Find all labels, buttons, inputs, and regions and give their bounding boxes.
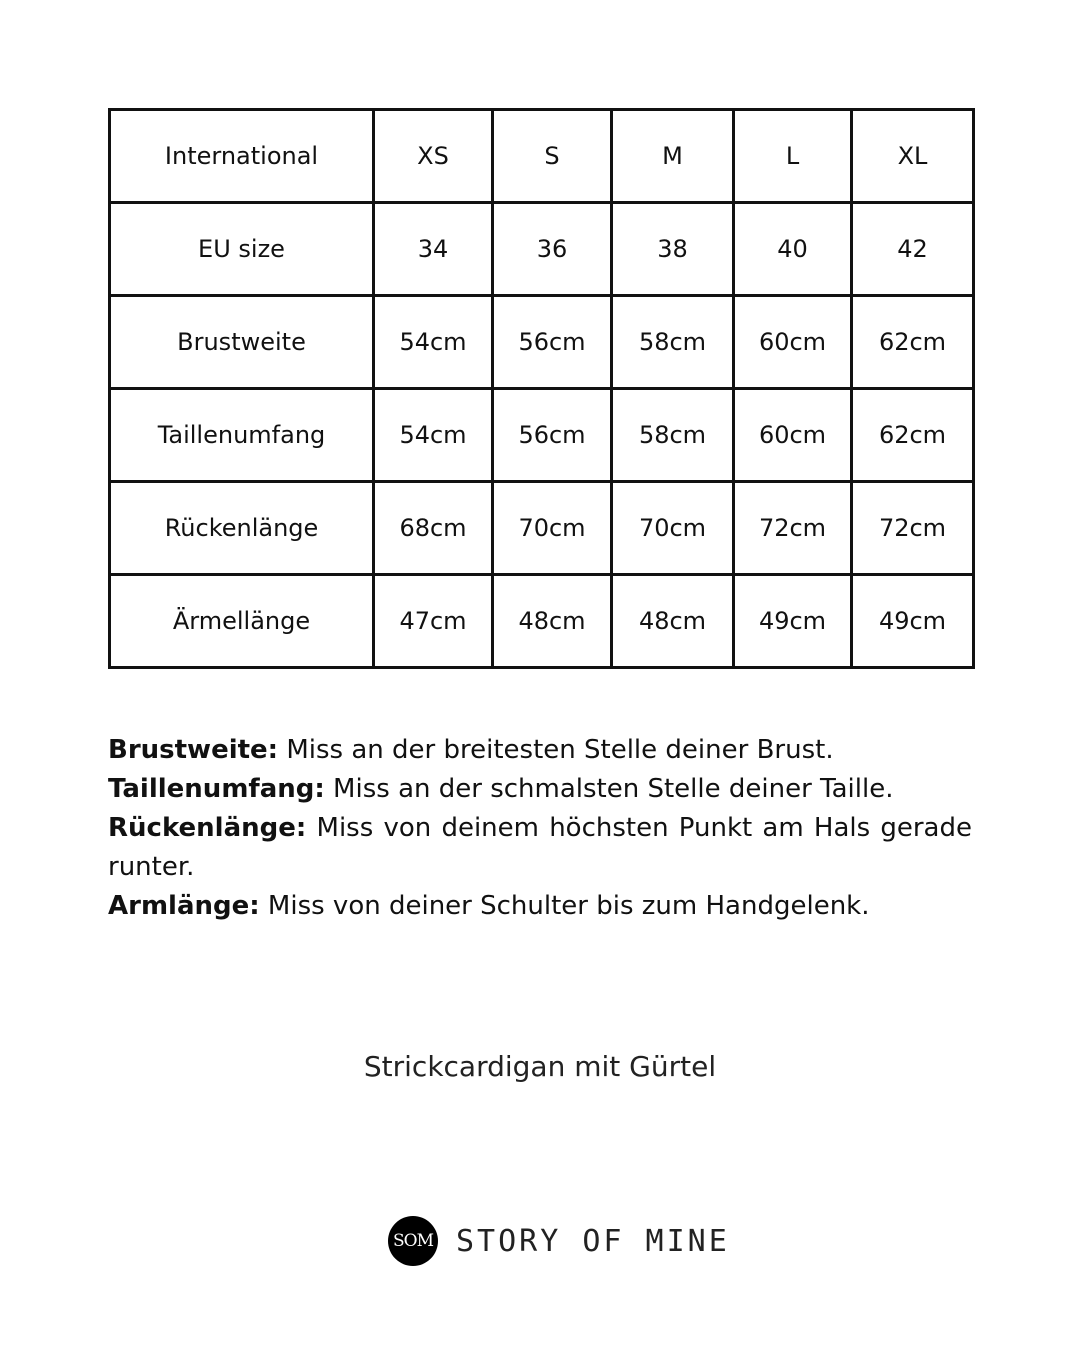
- table-cell: Ärmellänge: [110, 575, 374, 668]
- note-term: Taillenumfang:: [108, 774, 325, 804]
- table-cell: 72cm: [852, 482, 974, 575]
- table-cell: 58cm: [612, 389, 734, 482]
- note-term: Armlänge:: [108, 891, 260, 921]
- table-cell: 60cm: [734, 296, 852, 389]
- table-row: [110, 389, 974, 482]
- table-cell: Rückenlänge: [110, 482, 374, 575]
- table-cell: 36: [493, 203, 612, 296]
- table-cell: 48cm: [493, 575, 612, 668]
- note-text: Miss an der breitesten Stelle deiner Brust.: [278, 735, 834, 765]
- table-cell: 34: [374, 203, 493, 296]
- table-cell: XS: [374, 110, 493, 203]
- table-cell: 62cm: [852, 389, 974, 482]
- table-cell: 40: [734, 203, 852, 296]
- product-name: Strickcardigan mit Gürtel: [363, 1050, 717, 1083]
- table-cell: EU size: [110, 203, 374, 296]
- note-text: Miss von deinem höchsten Punkt am Hals gerade runter.: [108, 813, 972, 882]
- table-cell: International: [110, 110, 374, 203]
- table-row: [110, 110, 974, 203]
- table-cell: 48cm: [612, 575, 734, 668]
- table-cell: 42: [852, 203, 974, 296]
- note-term: Brustweite:: [108, 735, 279, 765]
- table-cell: 47cm: [374, 575, 493, 668]
- table-cell: L: [734, 110, 852, 203]
- brand-logo-icon: SOM: [388, 1216, 438, 1266]
- table-cell: 56cm: [493, 296, 612, 389]
- table-cell: Brustweite: [110, 296, 374, 389]
- table-cell: 62cm: [852, 296, 974, 389]
- table-cell: 38: [612, 203, 734, 296]
- table-cell: 49cm: [852, 575, 974, 668]
- note-brustweite: [108, 731, 972, 770]
- brand-footer: [388, 1216, 730, 1266]
- table-cell: 70cm: [493, 482, 612, 575]
- table-cell: XL: [852, 110, 974, 203]
- size-chart-table: [108, 108, 975, 669]
- note-term: Rückenlänge:: [108, 813, 307, 843]
- brand-name: STORY OF MINE: [456, 1223, 730, 1259]
- table-cell: 54cm: [374, 296, 493, 389]
- table-cell: 70cm: [612, 482, 734, 575]
- table-cell: 72cm: [734, 482, 852, 575]
- table-row: [110, 575, 974, 668]
- table-cell: S: [493, 110, 612, 203]
- table-row: [110, 296, 974, 389]
- note-rueckenlaenge: [108, 809, 972, 887]
- note-text: Miss an der schmalsten Stelle deiner Taille.: [324, 774, 894, 804]
- measurement-notes: [108, 731, 972, 926]
- table-cell: 56cm: [493, 389, 612, 482]
- table-cell: 58cm: [612, 296, 734, 389]
- note-taillenumfang: [108, 770, 972, 809]
- note-armlaenge: [108, 887, 972, 926]
- table-cell: Taillenumfang: [110, 389, 374, 482]
- table-cell: 49cm: [734, 575, 852, 668]
- table-cell: 68cm: [374, 482, 493, 575]
- table-row: [110, 203, 974, 296]
- table-cell: 60cm: [734, 389, 852, 482]
- table-cell: 54cm: [374, 389, 493, 482]
- table-row: [110, 482, 974, 575]
- table-cell: M: [612, 110, 734, 203]
- note-text: Miss von deiner Schulter bis zum Handgelenk.: [259, 891, 870, 921]
